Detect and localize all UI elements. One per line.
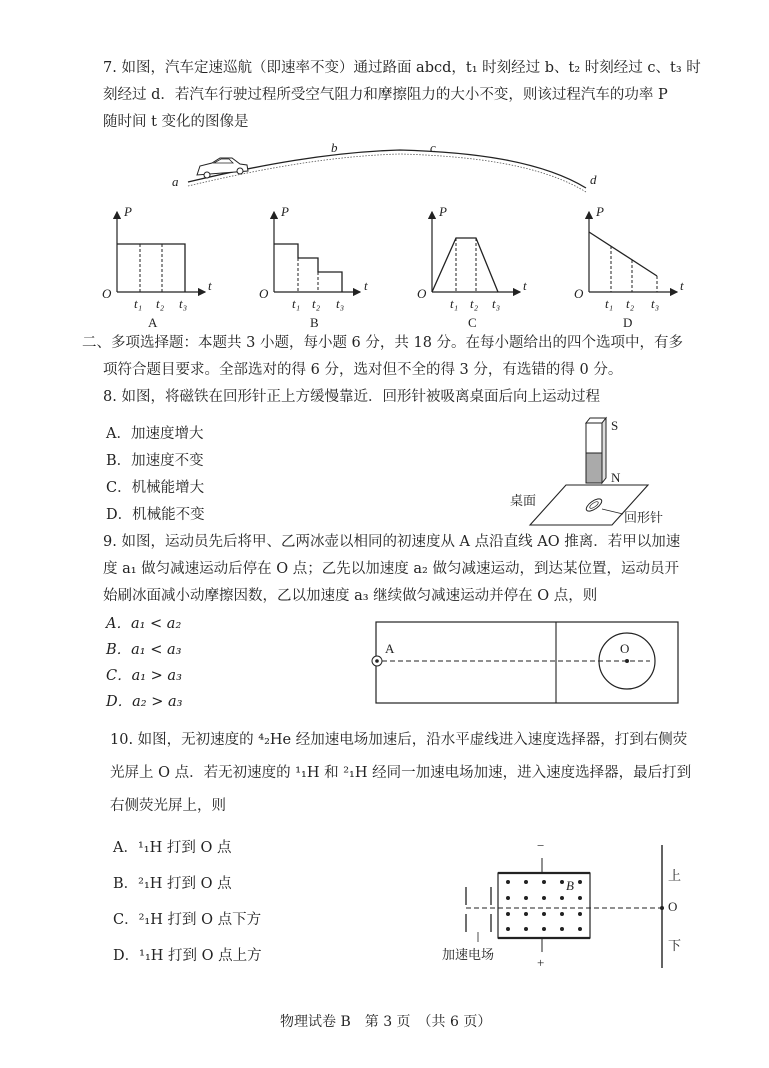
- q10-line3: 右侧荧光屏上，则: [110, 798, 226, 814]
- q9-option-c: C．a₁ > a₃: [106, 668, 182, 684]
- page-footer: 物理试卷 B 第 3 页 （共 6 页）: [280, 1014, 492, 1030]
- q8-stem: 8. 如图，将磁铁在回形针正上方缓慢靠近．回形针被吸离桌面后向上运动过程: [103, 389, 600, 405]
- q7-line2: 刻经过 d．若汽车行驶过程所受空气阻力和摩擦阻力的大小不变，则该过程汽车的功率 P: [103, 87, 668, 103]
- screen-up-label: 上: [668, 868, 682, 883]
- paperclip-label: 回形针: [624, 510, 664, 525]
- graph-b-tick-t3: t₃: [336, 296, 345, 311]
- road-label-d: d: [590, 172, 597, 187]
- graph-c-tick-t1: t₁: [450, 296, 459, 311]
- accel-field-label: 加速电场: [442, 947, 495, 962]
- magnet-s-label: S: [611, 418, 619, 433]
- q8-option-d: D．机械能不变: [106, 507, 205, 523]
- graph-b-t-label: t: [364, 278, 368, 293]
- q7-line3: 随时间 t 变化的图像是: [103, 114, 249, 130]
- section2-line2: 项符合题目要求。全部选对的得 6 分，选对但不全的得 3 分，有选错的得 0 分。: [103, 362, 623, 378]
- q8-option-b: B．加速度不变: [106, 453, 204, 469]
- option-label-d: D: [623, 315, 633, 330]
- q10-option-d: D．¹₁H 打到 O 点上方: [113, 948, 262, 964]
- graph-b-p-label: P: [281, 204, 289, 219]
- road-label-a: a: [172, 174, 179, 189]
- option-label-a: A: [148, 315, 158, 330]
- q10-line1: 10. 如图，无初速度的 ⁴₂He 经加速电场加速后，沿水平虚线进入速度选择器，打到右侧荧: [110, 732, 688, 748]
- magnet-n-label: N: [611, 470, 621, 485]
- option-label-c: C: [468, 315, 477, 330]
- graph-a-tick-t2: t₂: [156, 296, 165, 311]
- q7-line1: 7. 如图，汽车定速巡航（即速率不变）通过路面 abcd，t₁ 时刻经过 b、t₂ 时刻经过 c、t₃ 时: [103, 60, 701, 76]
- graph-c-t-label: t: [523, 278, 527, 293]
- q9-line1: 9. 如图，运动员先后将甲、乙两冰壶以相同的初速度从 A 点沿直线 AO 推离．若甲以加速: [103, 534, 681, 550]
- q10-option-a: A．¹₁H 打到 O 点: [113, 840, 232, 856]
- graph-a-t-label: t: [208, 278, 212, 293]
- top-plate-minus: −: [537, 838, 545, 853]
- q9-option-a: A．a₁ < a₂: [106, 616, 182, 632]
- q9-option-d: D．a₂ > a₃: [106, 694, 183, 710]
- graph-d-origin: O: [574, 286, 584, 301]
- graph-a-tick-t3: t₃: [179, 296, 188, 311]
- graph-c-tick-t3: t₃: [492, 296, 501, 311]
- option-label-b: B: [310, 315, 319, 330]
- graph-a-p-label: P: [124, 204, 132, 219]
- graph-d-t-label: t: [680, 278, 684, 293]
- graph-d-tick-t2: t₂: [626, 296, 635, 311]
- screen-o-label: O: [668, 899, 678, 914]
- curling-a-label: A: [385, 641, 395, 656]
- road-label-b: b: [331, 140, 338, 155]
- q9-option-b: B．a₁ < a₃: [106, 642, 182, 658]
- desk-label: 桌面: [510, 493, 537, 508]
- graph-b-origin: O: [259, 286, 269, 301]
- graph-c-origin: O: [417, 286, 427, 301]
- bottom-plate-plus: +: [537, 955, 545, 970]
- q9-line2: 度 a₁ 做匀减速运动后停在 O 点；乙先以加速度 a₂ 做匀减速运动，到达某位置，运动员开: [103, 561, 679, 577]
- q10-line2: 光屏上 O 点．若无初速度的 ¹₁H 和 ²₁H 经同一加速电场加速，进入速度选择器，最后打到: [110, 765, 692, 781]
- curling-o-label: O: [620, 641, 630, 656]
- road-label-c: c: [430, 140, 436, 155]
- graph-c-p-label: P: [439, 204, 447, 219]
- graph-d-tick-t3: t₃: [651, 296, 660, 311]
- graph-a-origin: O: [102, 286, 112, 301]
- graph-d-tick-t1: t₁: [605, 296, 614, 311]
- q8-option-a: A．加速度增大: [106, 426, 204, 442]
- b-field-label: B: [566, 878, 574, 893]
- q10-option-c: C．²₁H 打到 O 点下方: [113, 912, 262, 928]
- graph-d-p-label: P: [596, 204, 604, 219]
- graph-a-tick-t1: t₁: [134, 296, 143, 311]
- graph-c-tick-t2: t₂: [470, 296, 479, 311]
- section2-line1: 二、多项选择题：本题共 3 小题，每小题 6 分，共 18 分。在每小题给出的四个选项中，有多: [82, 335, 684, 351]
- graph-b-tick-t2: t₂: [312, 296, 321, 311]
- screen-down-label: 下: [668, 938, 682, 953]
- q10-option-b: B．²₁H 打到 O 点: [113, 876, 232, 892]
- graph-b-tick-t1: t₁: [292, 296, 301, 311]
- q9-line3: 始刷冰面减小动摩擦因数，乙以加速度 a₃ 继续做匀减速运动并停在 O 点，则: [103, 588, 598, 604]
- q8-option-c: C．机械能增大: [106, 480, 205, 496]
